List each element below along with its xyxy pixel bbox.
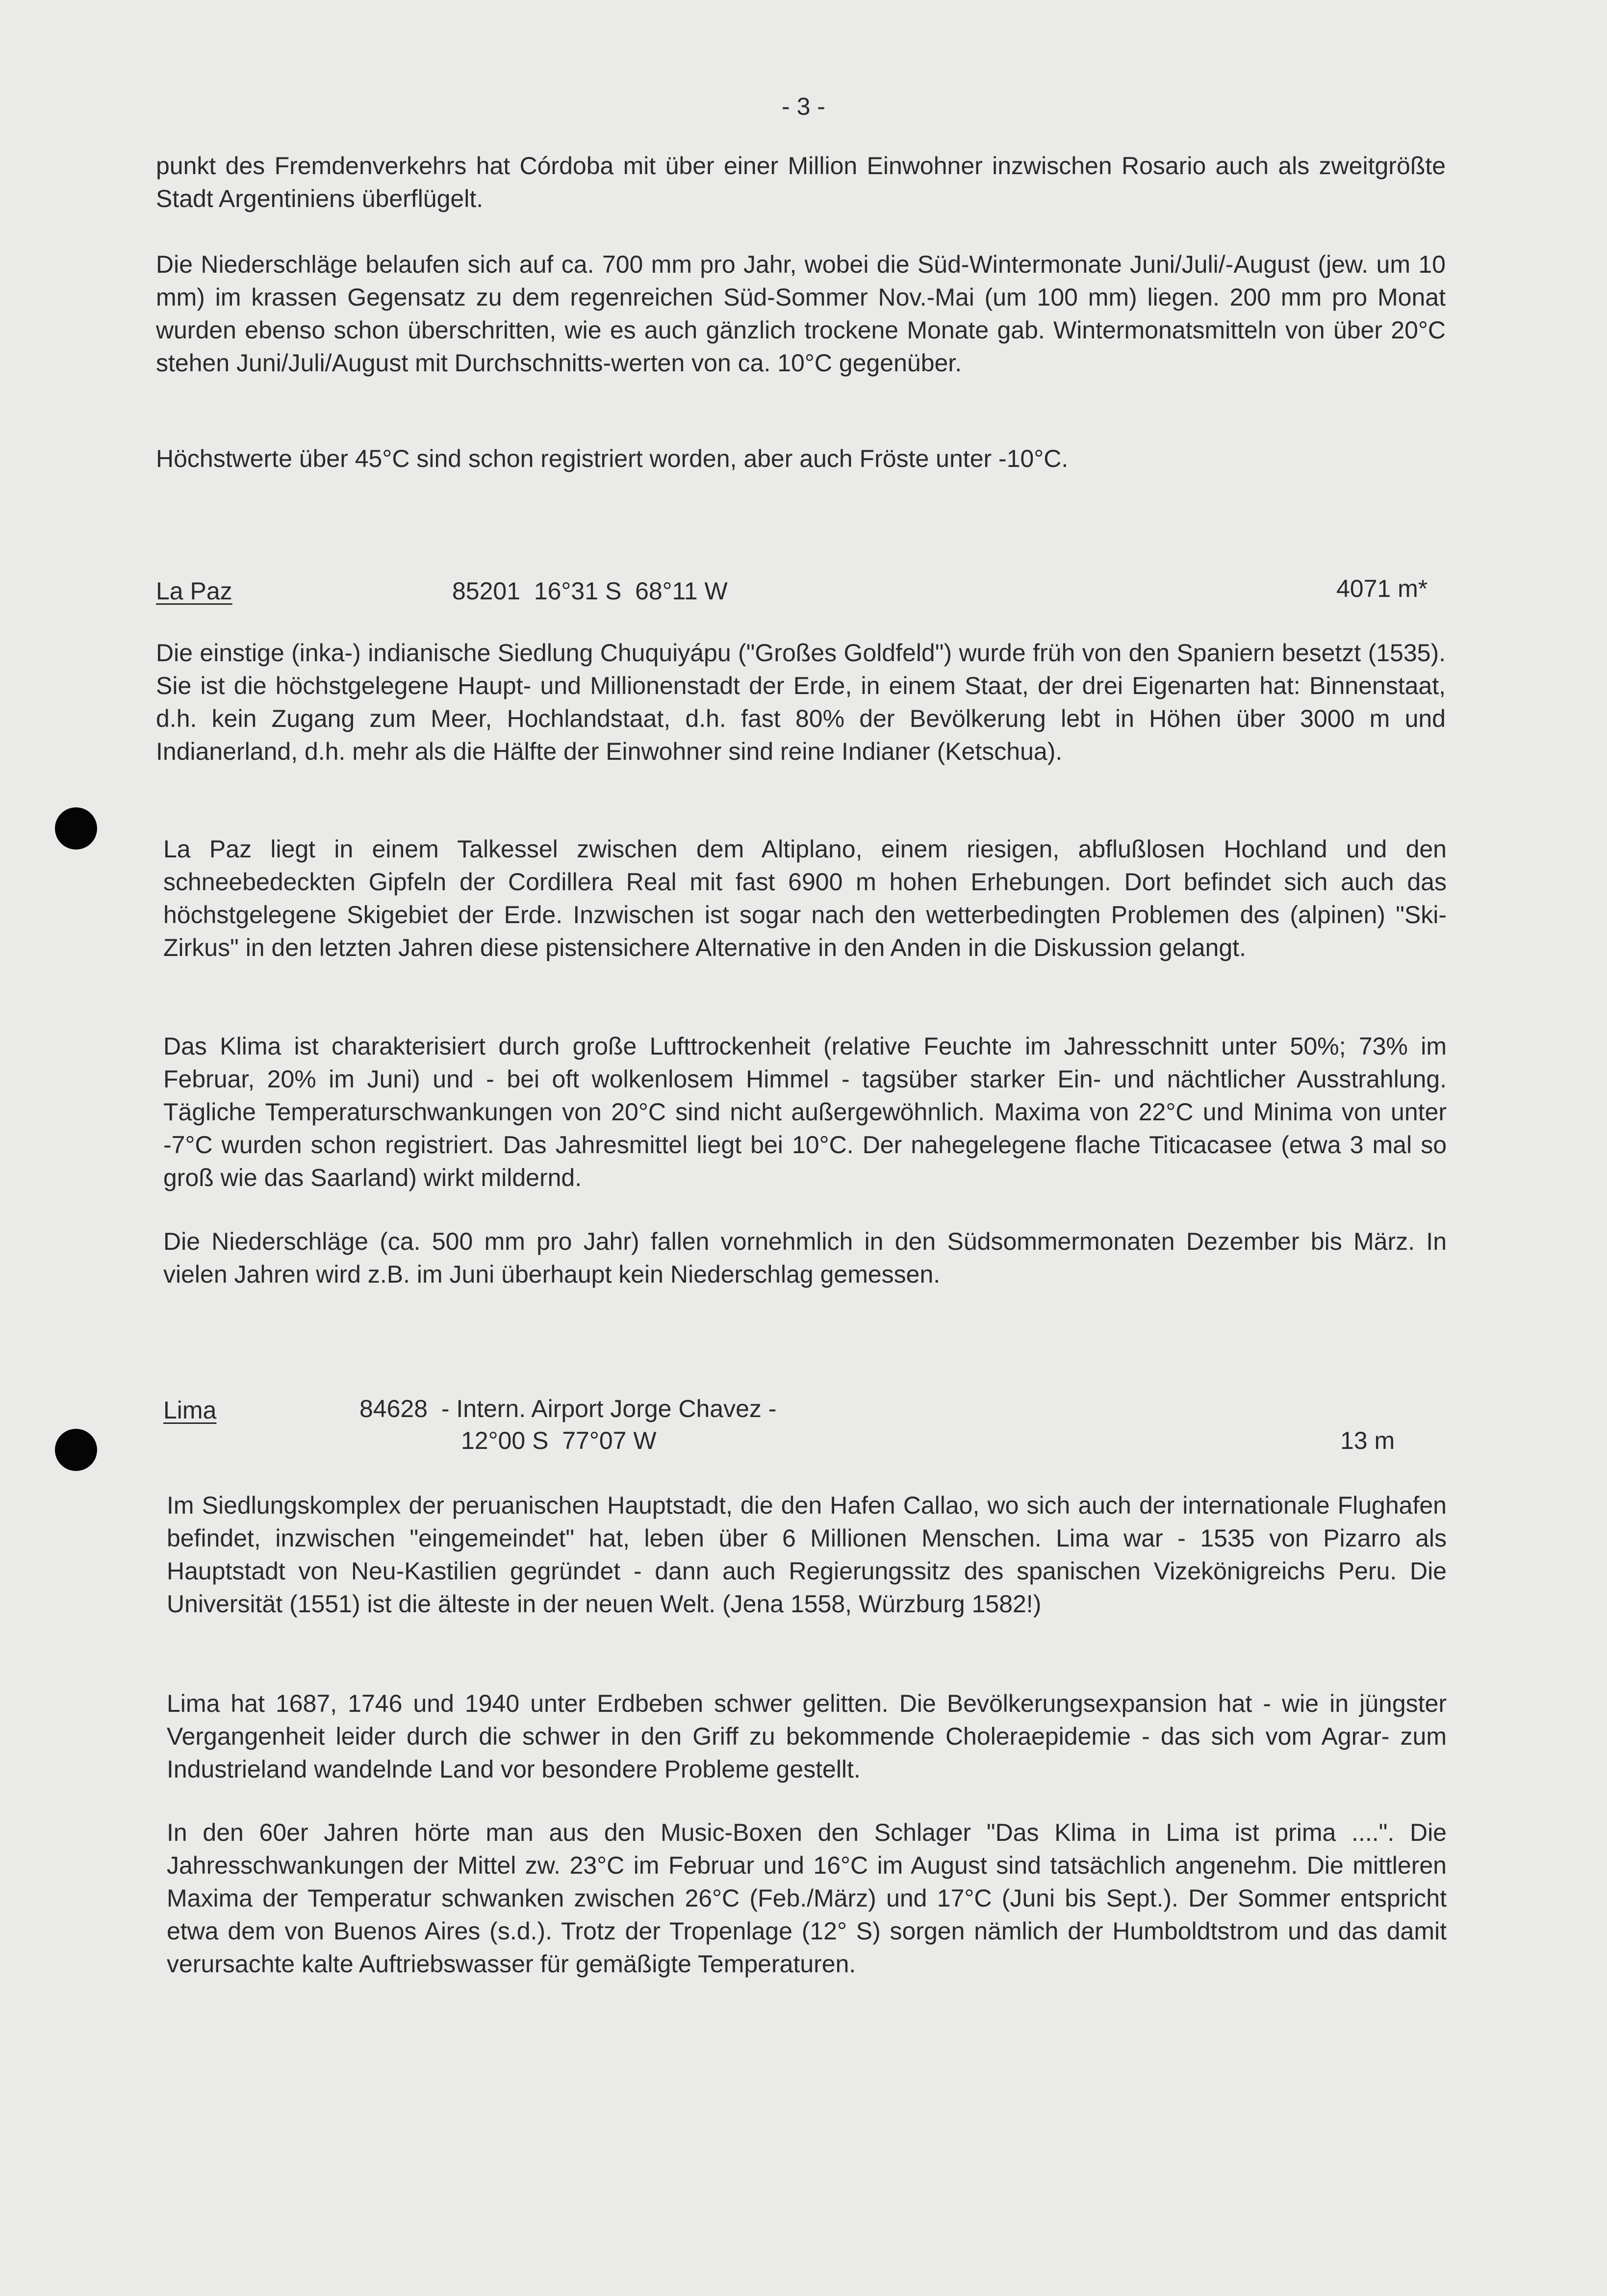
lapaz-station-coordinates: 85201 16°31 S 68°11 W [452,577,728,605]
lapaz-paragraph-1: Die einstige (inka-) indianische Siedlung Chuquiyápu ("Großes Goldfeld") wurde früh von den Spaniern besetzt (1535). Sie ist die höchstgelegene Haupt- und Millionenstadt der Erde, in einem Staat, der drei Eigenarten hat: Binnenstaat, d.h. kein Zugang zum Meer, Hochlandstaat, d.h. fast 80% der Bevölkerung lebt in Höhen über 3000 m und Indianerland, d.h. mehr als die Hälfte der Einwohner sind reine Indianer (Ketschua). [156,639,1446,765]
lima-station-name: 84628 - Intern. Airport Jorge Chavez - [359,1395,777,1422]
lima-station-coordinates: 12°00 S 77°07 W [461,1427,657,1454]
lima-paragraph-2: Lima hat 1687, 1746 und 1940 unter Erdbeben schwer gelitten. Die Bevölkerungsexpansion hat - wie in jüngster Vergangenheit leider durch die schwer in den Griff zu bekommende Choleraepidemie - das sich vom Agrar- zum Industrieland wandelnde Land vor besondere Probleme gestellt. [167,1690,1447,1783]
lapaz-paragraph-3: Das Klima ist charakterisiert durch große Lufttrockenheit (relative Feuchte im Jahresschnitt unter 50%; 73% im Februar, 20% im Juni) und - bei oft wolkenlosem Himmel - tagsüber starker Ein- und nächtlicher Ausstrahlung. Tägliche Temperaturschwankungen von 20°C sind nicht außergewöhnlich. Maxima von 22°C und Minima von unter -7°C wurden schon registriert. Das Jahresmittel liegt bei 10°C. Der nahegelegene flache Titicacasee (etwa 3 mal so groß wie das Saarland) wirkt mildernd. [163,1032,1447,1191]
lima-altitude: 13 m [1340,1427,1395,1454]
lapaz-paragraph-4: Die Niederschläge (ca. 500 mm pro Jahr) fallen vornehmlich in den Südsommermonaten Dezember bis März. In vielen Jahren wird z.B. im Juni überhaupt kein Niederschlag gemessen. [163,1228,1447,1288]
page-number: - 3 - [782,93,825,120]
lima-paragraph-1: Im Siedlungskomplex der peruanischen Hauptstadt, die den Hafen Callao, wo sich auch der internationale Flughafen befindet, inzwischen "eingemeindet" hat, leben über 6 Millionen Menschen. Lima war - 1535 von Pizarro als Hauptstadt von Neu-Kastilien gegründet - dann auch Regierungssitz des spanischen Vizekönigreichs Peru. Die Universität (1551) ist die älteste in der neuen Welt. (Jena 1558, Würzburg 1582!) [167,1492,1447,1618]
punch-hole [55,1429,97,1471]
cordoba-paragraph-1: punkt des Fremdenverkehrs hat Córdoba mit über einer Million Einwohner inzwischen Rosario auch als zweitgrößte Stadt Argentiniens überflügelt. [156,152,1446,212]
punch-hole [55,807,97,850]
cordoba-paragraph-2: Die Niederschläge belaufen sich auf ca. 700 mm pro Jahr, wobei die Süd-Wintermonate Juni/Juli/-August (jew. um 10 mm) im krassen Gegensatz zu dem regenreichen Süd-Sommer Nov.-Mai (um 100 mm) liegen. 200 mm pro Monat wurden ebenso schon überschritten, wie es auch gänzlich trockene Monate gab. Wintermonatsmitteln von über 20°C stehen Juni/Juli/August mit Durchschnitts-werten von ca. 10°C gegenüber. [156,251,1446,377]
cordoba-paragraph-3: Höchstwerte über 45°C sind schon registriert worden, aber auch Fröste unter -10°C. [156,445,1069,472]
lapaz-altitude: 4071 m* [1336,575,1428,602]
lapaz-heading: La Paz [156,577,232,605]
lapaz-paragraph-2: La Paz liegt in einem Talkessel zwischen dem Altiplano, einem riesigen, abflußlosen Hochland und den schneebedeckten Gipfeln der Cordillera Real mit fast 6900 m hohen Erhebungen. Dort befindet sich auch das höchstgelegene Skigebiet der Erde. Inzwischen ist sogar nach den wetterbedingten Problemen des (alpinen) "Ski-Zirkus" in den letzten Jahren diese pistensichere Alternative in den Anden in die Diskussion gelangt. [163,835,1447,961]
lima-heading: Lima [163,1396,217,1424]
lima-paragraph-3: In den 60er Jahren hörte man aus den Music-Boxen den Schlager "Das Klima in Lima ist prima ....". Die Jahresschwankungen der Mittel zw. 23°C im Februar und 16°C im August sind tatsächlich angenehm. Die mittleren Maxima der Temperatur schwanken zwischen 26°C (Feb./März) und 17°C (Juni bis Sept.). Der Sommer entspricht etwa dem von Buenos Aires (s.d.). Trotz der Tropenlage (12° S) sorgen nämlich der Humboldtstrom und das damit verursachte kalte Auftriebswasser für gemäßigte Temperaturen. [167,1819,1447,1978]
